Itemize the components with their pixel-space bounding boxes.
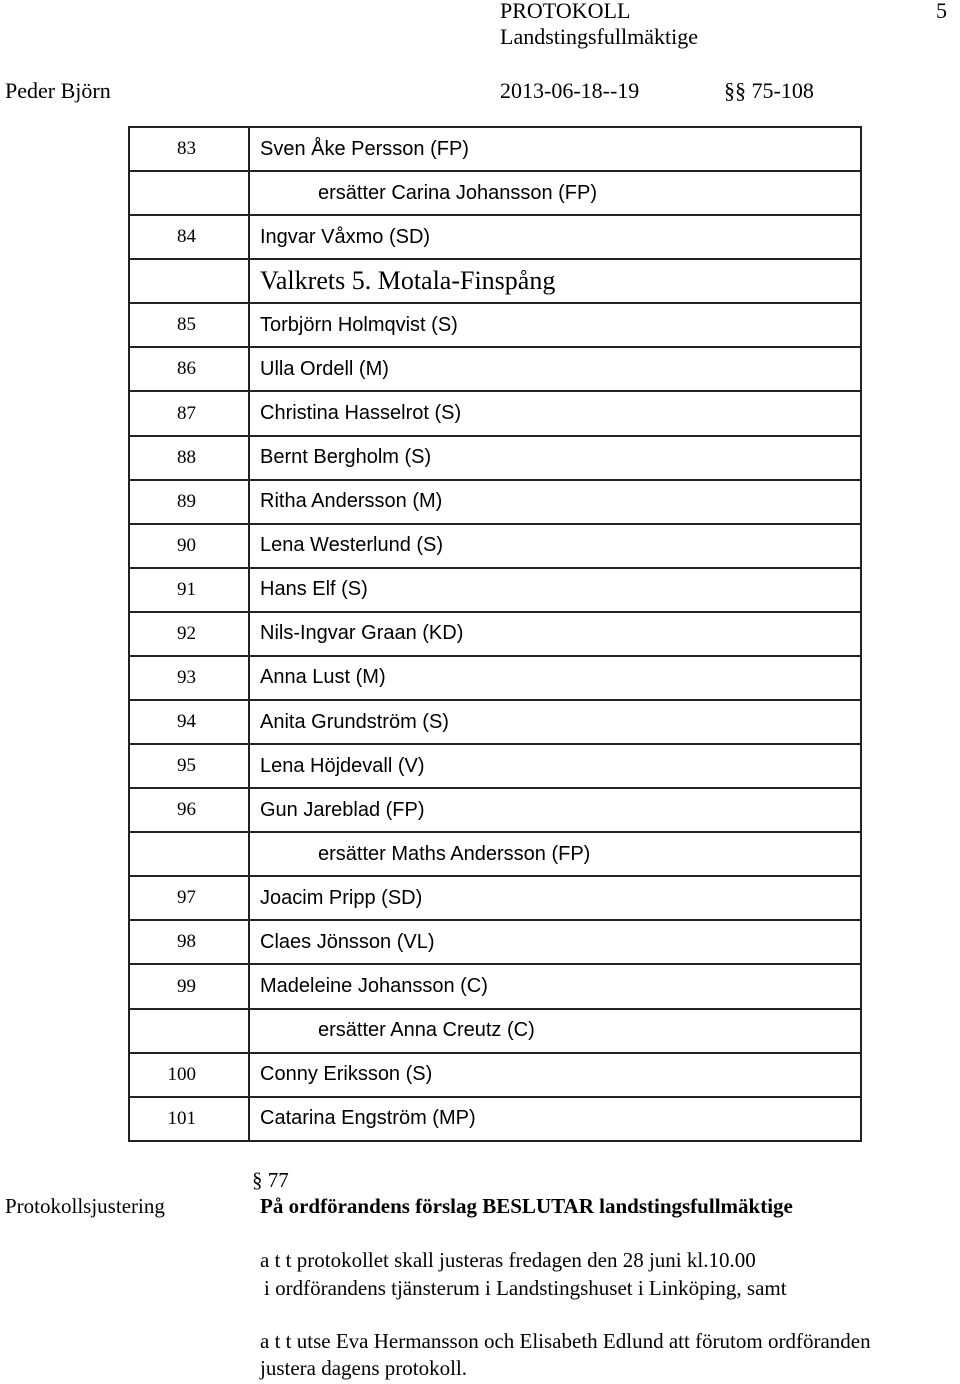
decision-line-3: a t t utse Eva Hermansson och Elisabeth Edlund att förutom ordföranden <box>260 1329 871 1353</box>
row-number: 83 <box>129 127 249 171</box>
row-number <box>129 1009 249 1053</box>
section-paragraph-number: § 77 <box>252 1168 289 1192</box>
row-number: 97 <box>129 876 249 920</box>
section-label: Protokollsjustering <box>5 1194 165 1218</box>
member-name: Ingvar Våxmo (SD) <box>249 215 861 259</box>
member-name: ersätter Maths Andersson (FP) <box>249 832 861 876</box>
row-number: 95 <box>129 744 249 788</box>
member-table <box>128 126 862 1142</box>
table-row <box>129 612 861 656</box>
row-number: 84 <box>129 215 249 259</box>
member-table-body <box>129 127 861 1141</box>
decision-line-4: justera dagens protokoll. <box>260 1356 468 1380</box>
row-number: 98 <box>129 920 249 964</box>
member-name: Nils-Ingvar Graan (KD) <box>249 612 861 656</box>
row-number: 87 <box>129 391 249 435</box>
table-row <box>129 303 861 347</box>
table-row <box>129 1053 861 1097</box>
table-section-heading-row <box>129 259 861 303</box>
member-name: Ritha Andersson (M) <box>249 480 861 524</box>
constituency-heading: Valkrets 5. Motala-Finspång <box>249 259 861 303</box>
member-name: Anna Lust (M) <box>249 656 861 700</box>
row-number: 100 <box>129 1053 249 1097</box>
organization-name: Landstingsfullmäktige <box>500 24 698 49</box>
member-name: Lena Westerlund (S) <box>249 524 861 568</box>
member-name: Sven Åke Persson (FP) <box>249 127 861 171</box>
table-row <box>129 215 861 259</box>
member-name: Torbjörn Holmqvist (S) <box>249 303 861 347</box>
member-name: Anita Grundström (S) <box>249 700 861 744</box>
member-name: Joacim Pripp (SD) <box>249 876 861 920</box>
table-row <box>129 127 861 171</box>
member-name: ersätter Carina Johansson (FP) <box>249 171 861 215</box>
member-name: Conny Eriksson (S) <box>249 1053 861 1097</box>
member-name: Ulla Ordell (M) <box>249 347 861 391</box>
table-row <box>129 700 861 744</box>
member-name: Catarina Engström (MP) <box>249 1097 861 1141</box>
meeting-date: 2013-06-18--19 <box>500 78 640 103</box>
member-name: Claes Jönsson (VL) <box>249 920 861 964</box>
table-substitute-row <box>129 832 861 876</box>
table-row <box>129 876 861 920</box>
table-row <box>129 1097 861 1141</box>
table-row <box>129 347 861 391</box>
paragraph-range: §§ 75-108 <box>724 78 814 103</box>
row-number: 85 <box>129 303 249 347</box>
row-number <box>129 171 249 215</box>
table-row <box>129 920 861 964</box>
row-number: 94 <box>129 700 249 744</box>
member-name: Gun Jareblad (FP) <box>249 788 861 832</box>
table-substitute-row <box>129 1009 861 1053</box>
member-name: Hans Elf (S) <box>249 568 861 612</box>
member-name: ersätter Anna Creutz (C) <box>249 1009 861 1053</box>
member-name: Christina Hasselrot (S) <box>249 391 861 435</box>
table-row <box>129 524 861 568</box>
page-number: 5 <box>936 0 947 23</box>
row-number: 91 <box>129 568 249 612</box>
row-number <box>129 259 249 303</box>
row-number: 92 <box>129 612 249 656</box>
table-row <box>129 568 861 612</box>
row-number: 93 <box>129 656 249 700</box>
row-number: 90 <box>129 524 249 568</box>
author-name: Peder Björn <box>5 78 111 103</box>
table-row <box>129 480 861 524</box>
row-number: 88 <box>129 436 249 480</box>
row-number: 96 <box>129 788 249 832</box>
table-row <box>129 788 861 832</box>
table-row <box>129 391 861 435</box>
table-row <box>129 656 861 700</box>
row-number: 89 <box>129 480 249 524</box>
row-number <box>129 832 249 876</box>
decision-line-1: a t t protokollet skall justeras fredagen den 28 juni kl.10.00 <box>260 1248 756 1272</box>
table-row <box>129 436 861 480</box>
row-number: 86 <box>129 347 249 391</box>
table-row <box>129 964 861 1008</box>
row-number: 101 <box>129 1097 249 1141</box>
table-row <box>129 744 861 788</box>
member-name: Madeleine Johansson (C) <box>249 964 861 1008</box>
table-substitute-row <box>129 171 861 215</box>
decision-lead: På ordförandens förslag BESLUTAR landstingsfullmäktige <box>260 1194 793 1218</box>
member-name: Lena Höjdevall (V) <box>249 744 861 788</box>
row-number: 99 <box>129 964 249 1008</box>
document-title: PROTOKOLL <box>500 0 631 23</box>
decision-line-2: i ordförandens tjänsterum i Landstingshuset i Linköping, samt <box>264 1276 787 1300</box>
member-name: Bernt Bergholm (S) <box>249 436 861 480</box>
